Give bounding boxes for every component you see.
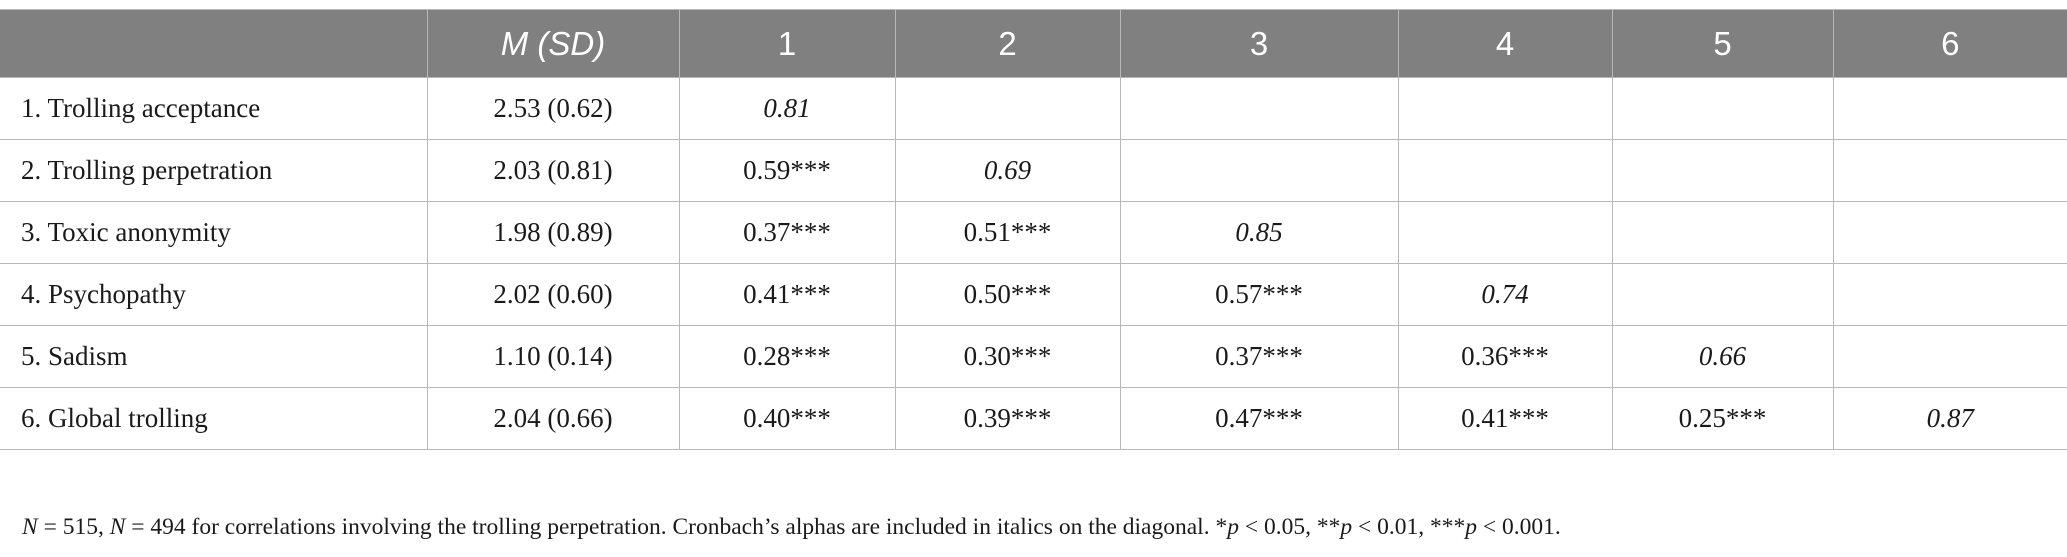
correlation-cell [1612,264,1833,326]
table-row [0,140,2067,202]
mean-sd-cell: 2.02 (0.60) [427,264,679,326]
note-p-text: < 0.05, ** [1238,514,1341,540]
correlation-table-container [0,9,2067,450]
correlation-cell: 0.25*** [1612,388,1833,450]
correlation-table [0,9,2067,450]
note-n-symbol: N [109,514,126,540]
correlation-cell [1398,140,1612,202]
mean-sd-cell: 1.98 (0.89) [427,202,679,264]
header-cell-5: 5 [1612,10,1833,78]
alpha-cell: 0.66 [1612,326,1833,388]
note-p-symbol: p [1227,514,1239,540]
correlation-cell [1398,202,1612,264]
header-cell-3: 3 [1120,10,1398,78]
correlation-cell: 0.41*** [1398,388,1612,450]
note-n-symbol: N [22,514,38,540]
correlation-cell: 0.40*** [679,388,895,450]
note-p-symbol: p [1340,514,1353,540]
correlation-cell: 0.41*** [679,264,895,326]
table-row [0,78,2067,140]
correlation-cell: 0.28*** [679,326,895,388]
mean-sd-cell: 2.03 (0.81) [427,140,679,202]
correlation-cell [1612,202,1833,264]
correlation-cell: 0.59*** [679,140,895,202]
table-row [0,264,2067,326]
row-label: 5. Sadism [0,326,427,388]
header-cell-1: 1 [679,10,895,78]
correlation-cell [1612,140,1833,202]
correlation-cell [1120,140,1398,202]
correlation-cell: 0.57*** [1120,264,1398,326]
alpha-cell: 0.81 [679,78,895,140]
correlation-cell: 0.50*** [895,264,1120,326]
mean-sd-cell: 2.53 (0.62) [427,78,679,140]
correlation-cell [1612,78,1833,140]
alpha-cell: 0.85 [1120,202,1398,264]
correlation-cell [1398,78,1612,140]
correlation-cell [1833,264,2067,326]
correlation-cell: 0.51*** [895,202,1120,264]
table-row [0,388,2067,450]
header-cell-mean-sd: M (SD) [427,10,679,78]
row-label: 4. Psychopathy [0,264,427,326]
correlation-cell [1833,78,2067,140]
header-cell-variable [0,10,427,78]
table-header-row [0,10,2067,78]
note-n-value: = 515, [37,514,110,540]
mean-sd-cell: 2.04 (0.66) [427,388,679,450]
row-label: 2. Trolling perpetration [0,140,427,202]
correlation-cell [1833,202,2067,264]
note-n-text: = 494 for correlations involving the trolling perpetration. Cronbach’s alphas are included in italics on the diagonal. * [125,514,1228,540]
table-row [0,326,2067,388]
header-cell-6: 6 [1833,10,2067,78]
mean-sd-cell: 1.10 (0.14) [427,326,679,388]
row-label: 1. Trolling acceptance [0,78,427,140]
correlation-cell [1833,140,2067,202]
correlation-cell [1833,326,2067,388]
note-p-text: < 0.01, *** [1352,514,1466,540]
correlation-cell: 0.37*** [1120,326,1398,388]
note-p-symbol: p [1465,514,1477,540]
header-cell-4: 4 [1398,10,1612,78]
correlation-cell [1120,78,1398,140]
header-cell-2: 2 [895,10,1120,78]
note-p-text: < 0.001. [1476,514,1561,540]
row-label: 6. Global trolling [0,388,427,450]
alpha-cell: 0.74 [1398,264,1612,326]
alpha-cell: 0.69 [895,140,1120,202]
correlation-cell: 0.47*** [1120,388,1398,450]
correlation-cell [895,78,1120,140]
correlation-cell: 0.37*** [679,202,895,264]
alpha-cell: 0.87 [1833,388,2067,450]
table-footnote [22,514,1561,541]
row-label: 3. Toxic anonymity [0,202,427,264]
correlation-cell: 0.39*** [895,388,1120,450]
correlation-cell: 0.36*** [1398,326,1612,388]
table-row [0,202,2067,264]
correlation-cell: 0.30*** [895,326,1120,388]
